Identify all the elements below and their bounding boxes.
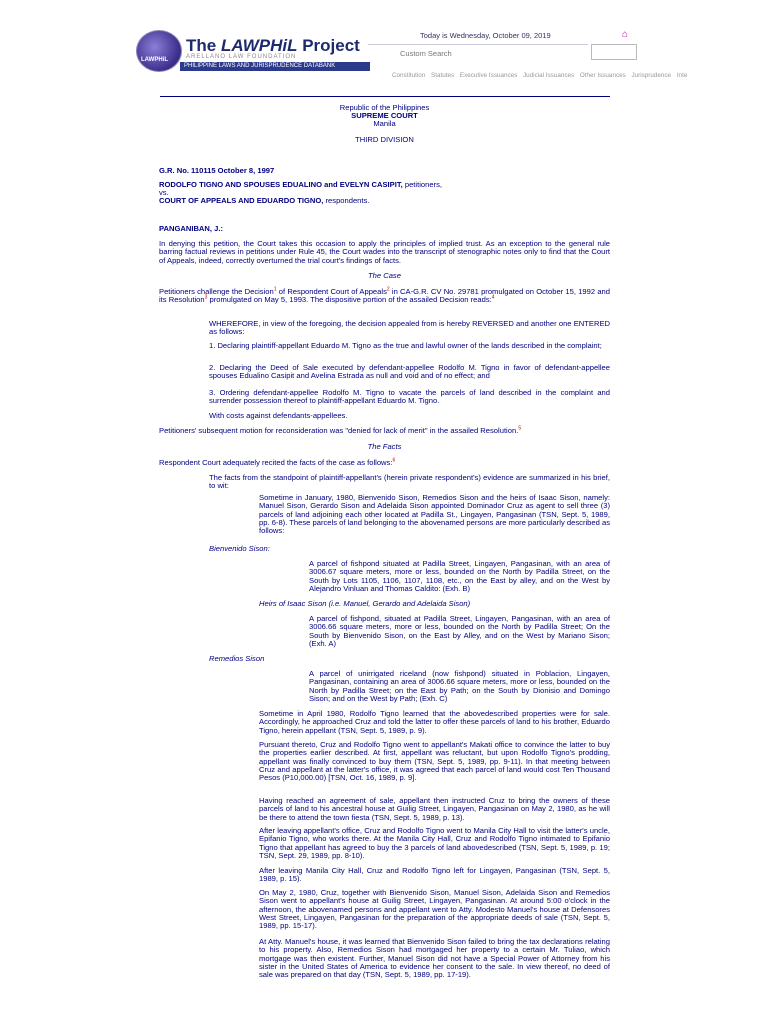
facts-summary: The facts from the standpoint of plaintiff-appellant's (herein private respondent's) evidence are summarized in his brief, to wit: xyxy=(209,473,610,491)
lot-remedios: A parcel of unirrigated riceland (now fishpond) situated in Poblacion, Lingayen, Pangasinan, containing an area of 3006.66 square meters, more or less, bounded on the North by Padilla Street; on the East by Path; on the South by Dionisio and Domingo Sison; and on the West by Path; (Exh. C) xyxy=(309,669,610,703)
logo-title-brand: LAWPHiL xyxy=(220,36,298,55)
petitioners-role: petitioners, xyxy=(402,180,442,189)
header-rule xyxy=(160,96,610,97)
challenge-text-b: of Respondent Court of Appeals xyxy=(276,287,387,296)
lot-bienvenido: A parcel of fishpond situated at Padilla Street, Lingayen, Pangasinan, with an area of 3006.67 square meters, more or less, bounded on the North by Padilla Street, on the South by Lots 1105, 1106, 1107, 1108, etc., on the East by alley, and on the West by Alejandro Vinluan and Thomas Caldito: (Exh. B) xyxy=(309,559,610,593)
court-city: Manila xyxy=(373,119,396,128)
home-icon[interactable]: ⌂ xyxy=(622,29,629,40)
heading-remedios: Remedios Sison xyxy=(209,654,265,663)
lawphil-logo[interactable] xyxy=(136,30,368,72)
top-nav xyxy=(392,72,691,79)
nav-constitution[interactable]: Constitution xyxy=(392,72,426,79)
narrative-city-hall: After leaving appellant's office, Cruz and Rodolfo Tigno went to Manila City Hall to visit the latter's uncle, Epifanio Tigno, who works there. At the Manila City Hall, Cruz and Rodolfo Tigno intimated to Epifanio Tigno that appellant has agreed to buy the 3 parcels of land abovedescribed (TSN, Sept. 5, 1989, p. 19; TSN, Sept. 29, 1989, pp. 8-10). xyxy=(259,826,610,860)
footnote-link-4[interactable]: 4 xyxy=(491,294,495,301)
respondents xyxy=(159,197,610,205)
logo-title-pre: The xyxy=(186,36,217,55)
court-name: SUPREME COURT xyxy=(351,111,418,120)
facts-agency: Sometime in January, 1980, Bienvenido Sison, Remedios Sison and the heirs of Isaac Sison, namely: Manuel Sison, Gerardo Sison and Adelaida Sison appointed Dominador Cruz as agent to sell three (3) parcels of land adjoining each other located at Padilla St., Lingayen, Pangasinan (TSN, Sept. 5, 1989, pp. 6-8). These parcels of land belonging to the abovenamed persons are more particularly described as follows: xyxy=(259,493,610,536)
footnote-link-3[interactable]: 3 xyxy=(204,294,208,301)
footnote-link-5[interactable]: 5 xyxy=(518,425,522,432)
motion-text: Petitioners' subsequent motion for reconsideration was "denied for lack of merit" in the assailed Resolution. xyxy=(159,426,519,435)
division: THIRD DIVISION xyxy=(355,135,414,144)
heading-heirs: Heirs of Isaac Sison (i.e. Manuel, Gerardo and Adelaida Sison) xyxy=(259,599,471,608)
nav-other-issuances[interactable]: Other Issuances xyxy=(579,72,626,79)
lot-heirs: A parcel of fishpond, situated at Padilla Street, Lingayen, Pangasinan, with an area of 3006.66 square meters, more or less, bounded on the North by Padilla Street; On the South by Bienvenido Sison, on the East by Alley, and on the West by Mariano Sison; (Exh. A) xyxy=(309,614,610,648)
heading-bienvenido: Bienvenido Sison: xyxy=(209,544,270,553)
today-date: Today is Wednesday, October 09, 2019 xyxy=(420,31,551,40)
nav-international[interactable]: Inte xyxy=(676,72,688,79)
paragraph-challenge xyxy=(159,288,610,305)
paragraph-recited xyxy=(159,459,610,467)
footnote-link-6[interactable]: 6 xyxy=(392,457,396,464)
petitioners xyxy=(159,181,610,189)
narrative-may-2: On May 2, 1980, Cruz, together with Bienvenido Sison, Manuel Sison, Adelaida Sison and Remedios Sison went to appellant's house at Guilig Street, Lingayen, Pangasinan. At around 5:00 o'clock in the afternoon, the abovenamed persons and appellant went to Atty. Modesto Manuel's house at Defensores West Street, Lingayen, Pangasinan for the preparation of the appropriate deeds of sale (TSN, Sept. 5, 1989, pp. 15-17). xyxy=(259,888,610,931)
narrative-makati: Pursuant thereto, Cruz and Rodolfo Tigno went to appellant's Makati office to convince the latter to buy the properties earlier described. At first, appellant was reluctant, but upon Rodolfo Tigno's prodding, appellant was finally convinced to buy them (TSN, Sept. 5, 1989, pp. 9-11). In that meeting between Cruz and appellant at the latter's office, it was agreed that each parcel of land would cost Ten Thousand Pesos (P10,000.00) [TSN, Oct. 16, 1989, p. 9]. xyxy=(259,740,610,783)
paragraph-intro: In denying this petition, the Court takes this occasion to apply the principles of implied trust. As an exception to the general rule barring factual reviews in petitions under Rule 45, the Court wades into the transcript of stenographic notes only to find that the Court of Appeals, indeed, correctly overturned the trial court's findings of facts. xyxy=(159,239,610,265)
versus: vs. xyxy=(159,188,169,197)
logo-mark-text: LAWPHiL xyxy=(141,57,168,63)
quote-item-1: 1. Declaring plaintiff-appellant Eduardo M. Tigno as the true and lawful owner of the lands described in the complaint; xyxy=(209,341,602,350)
nav-statutes[interactable]: Statutes xyxy=(431,72,455,79)
globe-logo-icon xyxy=(136,30,182,72)
challenge-text-d: promulgated on May 5, 1993. The dispositive portion of the assailed Decision reads: xyxy=(207,295,492,305)
heading-the-case: The Case xyxy=(368,271,401,280)
quote-wherefore: WHEREFORE, in view of the foregoing, the decision appealed from is hereby REVERSED and another one ENTERED as follows: xyxy=(209,319,610,337)
challenge-text-c: in CA-G.R. CV No. 29781 promulgated on October 15, 1992 and its Resolution xyxy=(159,287,610,305)
narrative-atty-manuel: At Atty. Manuel's house, it was learned that Bienvenido Sison failed to bring the tax declarations relating to his property. Also, Remedios Sison had mortgaged her property to a certain Mr. Tuliao, which mortgage was then existent. Further, Manuel Sison did not have a Special Power of Attorney from his sister in the United States of America to evidence her consent to the sale. In view thereof, no deed of sale was prepared on that day (TSN, Sept. 5, 1989, pp. 17-19). xyxy=(259,937,610,980)
narrative-lingayen: After leaving Manila City Hall, Cruz and Rodolfo Tigno left for Lingayen, Pangasinan (TSN, Sept. 5, 1989, p. 15). xyxy=(259,866,610,884)
logo-title-post: Project xyxy=(302,36,360,55)
quote-costs: With costs against defendants-appellees. xyxy=(209,411,348,420)
challenge-text-a: Petitioners challenge the Decision xyxy=(159,287,274,296)
search-button[interactable] xyxy=(591,44,637,60)
nav-judicial-issuances[interactable]: Judicial Issuances xyxy=(523,72,575,79)
logo-band: PHILIPPINE LAWS AND JURISPRUDENCE DATABANK xyxy=(180,62,370,71)
logo-title xyxy=(186,36,360,56)
petitioners-names: RODOLFO TIGNO AND SPOUSES EDUALINO and EVELYN CASIPIT, xyxy=(159,180,403,189)
heading-the-facts: The Facts xyxy=(367,442,402,451)
nav-executive-issuances[interactable]: Executive Issuances xyxy=(459,72,518,79)
quote-item-2: 2. Declaring the Deed of Sale executed by defendant-appellee Rodolfo M. Tigno in favor of defendant-appellee spouses Edualino Casipit and Avelina Estrada as null and void and of no effect; and xyxy=(209,363,610,381)
nav-jurisprudence[interactable]: Jurisprudence xyxy=(631,72,672,79)
paragraph-motion xyxy=(159,427,610,435)
search-input[interactable] xyxy=(398,46,592,60)
respondents-role: respondents. xyxy=(323,196,370,205)
footnote-link-2[interactable]: 2 xyxy=(386,286,390,293)
gr-number: G.R. No. 110115 October 8, 1997 xyxy=(159,166,275,175)
republic-line: Republic of the Philippines xyxy=(339,103,430,112)
search-divider xyxy=(368,44,588,45)
narrative-agreement: Having reached an agreement of sale, appellant then instructed Cruz to bring the owners of these parcels of land to his ancestral house at Guilig Street, Lingayen, Pangasinan on May 2, 1980, as he will be there to attend the town fiesta (TSN, Sept. 5, 1989, p. 13). xyxy=(259,796,610,822)
site-header xyxy=(0,0,768,95)
narrative-april: Sometime in April 1980, Rodolfo Tigno learned that the abovedescribed properties were for sale. Accordingly, he approached Cruz and told the latter to offer these parcels of land to his brother, Eduardo Tigno, herein appellant (TSN, Sept. 5, 1989, p. 9). xyxy=(259,709,610,735)
recited-text: Respondent Court adequately recited the facts of the case as follows: xyxy=(159,458,393,467)
ponente: PANGANIBAN, J.: xyxy=(159,224,223,233)
respondents-names: COURT OF APPEALS AND EDUARDO TIGNO, xyxy=(159,196,324,205)
logo-subtitle: ARELLANO LAW FOUNDATION xyxy=(186,54,297,60)
footnote-link-1[interactable]: 1 xyxy=(273,286,277,293)
quote-item-3: 3. Ordering defendant-appellee Rodolfo M. Tigno to vacate the parcels of land described in the complaint and surrender possession thereof to plaintiff-appellant Eduardo M. Tigno. xyxy=(209,388,610,406)
